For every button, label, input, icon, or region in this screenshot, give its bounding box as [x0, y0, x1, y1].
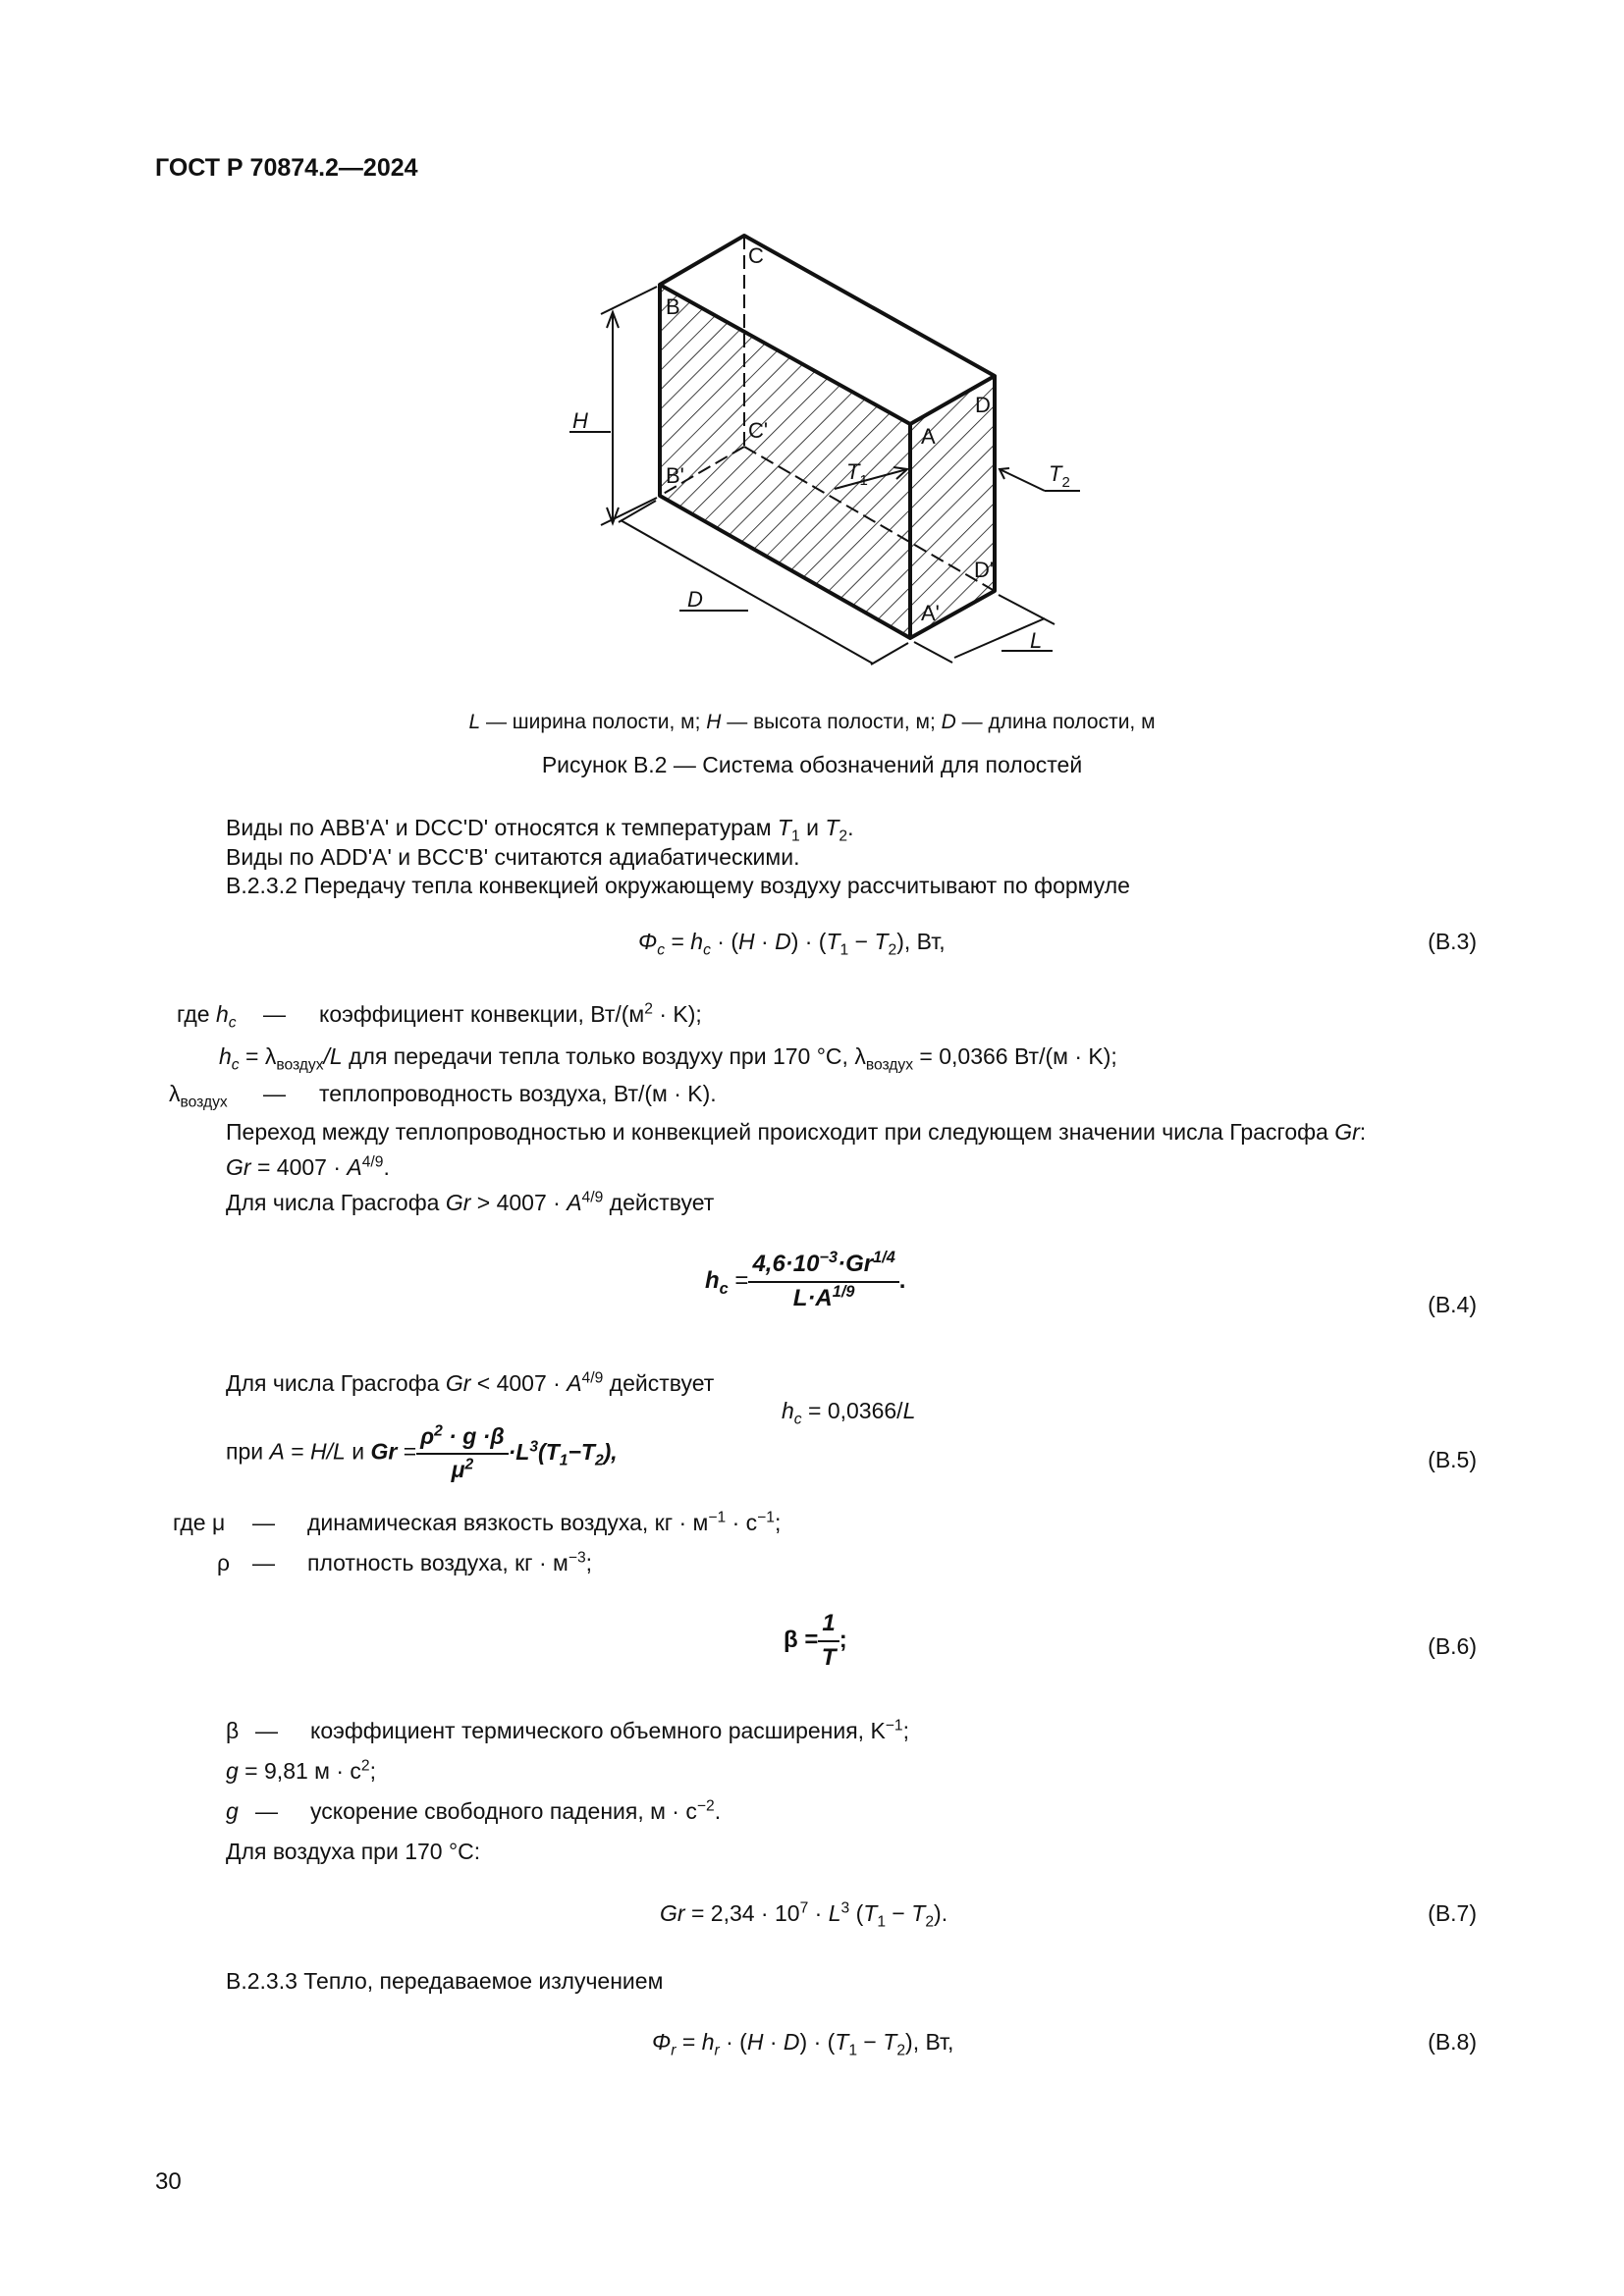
- paragraph-b233: В.2.3.3 Тепло, передаваемое излучением: [226, 1968, 664, 1994]
- where-mu-text: динамическая вязкость воздуха, кг · $м^{-1} \cdot с^{-1}$;: [307, 1509, 782, 1535]
- front-face: [660, 285, 910, 638]
- figure-legend: L — ширина полости, м; H — высота полости, м; D — длина полости, м: [468, 711, 1156, 733]
- where-rho-text: плотность воздуха, кг · $м^{-3}$;: [307, 1549, 593, 1575]
- where-hc: где $h_c$: [177, 1001, 237, 1032]
- where-dash-4: —: [252, 1550, 275, 1575]
- label-C-prime: C': [748, 418, 769, 443]
- where-dash-3: —: [252, 1510, 275, 1535]
- equation-number-b4: (B.4): [1428, 1292, 1477, 1317]
- equation-b3: $\Phi_c = h_c \cdot (H \cdot D) \cdot (T_1 - T_2)$, Вт,: [638, 929, 946, 959]
- paragraph-air-170: Для воздуха при 170 °С:: [226, 1839, 481, 1864]
- where-dash-1: —: [263, 1001, 286, 1027]
- where-g: g: [226, 1798, 239, 1824]
- equation-number-b5: (B.5): [1428, 1447, 1477, 1472]
- paragraph-gr-greater: Для числа Грасгофа $Gr > 4007 \cdot A^{4/9}$ действует: [226, 1189, 715, 1215]
- paragraph-gr-threshold: $Gr = 4007 \cdot A^{4/9}$.: [226, 1153, 390, 1180]
- label-T2: $T_2$: [1049, 461, 1070, 491]
- where-beta-text: коэффициент термического объемного расширения, $K^{-1}$;: [310, 1717, 909, 1743]
- equation-b4: $h_c$ = $\frac{4,6\cdot 10^{-3}\cdot Gr^{1/4}}{L\cdot A^{1/9}}$ .: [705, 1249, 906, 1311]
- equation-b6: β = $\frac{1}{T}$ ;: [784, 1610, 847, 1671]
- paragraph-gr-less: Для числа Грасгофа $Gr < 4007 \cdot A^{4/9}$ действует: [226, 1369, 715, 1396]
- document-header: ГОСТ Р 70874.2—2024: [155, 154, 418, 182]
- label-L: L: [1030, 628, 1043, 653]
- where-g-text: ускорение свободного падения, $м \cdot с^{-2}$.: [310, 1797, 722, 1824]
- label-D-dimension: D: [687, 587, 703, 612]
- equation-hc-value: $h_c = 0,0366/L$: [782, 1398, 916, 1428]
- equation-number-b3: (B.3): [1428, 929, 1477, 954]
- figure-caption: Рисунок В.2 — Система обозначений для полостей: [541, 752, 1083, 777]
- equation-number-b7: (B.7): [1428, 1900, 1477, 1926]
- where-lambda: $\lambda_{воздух}$: [169, 1081, 228, 1111]
- where-g-value: g = 9,81 $м \cdot с^2$;: [226, 1757, 377, 1784]
- where-hc-text: коэффициент конвекции, $Вт/(м^2 \cdot K)$;: [319, 1000, 702, 1027]
- label-D-prime: D': [974, 558, 995, 582]
- equation-number-b6: (B.6): [1428, 1633, 1477, 1659]
- where-dash-2: —: [263, 1081, 286, 1106]
- label-H: H: [572, 408, 588, 433]
- where-beta: β: [226, 1718, 240, 1743]
- paragraph-transition: Переход между теплопроводностью и конвекцией происходит при следующем значении числа Грасгофа Gr:: [226, 1119, 1367, 1145]
- where-mu: где μ: [173, 1510, 226, 1535]
- equation-b7: $Gr = 2,34 \cdot 10^7 \cdot L^3$ $(T_1 - T_2)$.: [660, 1899, 948, 1931]
- label-A: A: [921, 424, 936, 449]
- label-B-prime: B': [666, 463, 684, 488]
- label-A-prime: A': [921, 601, 940, 625]
- cavity-figure: [0, 0, 1624, 707]
- label-D: D: [975, 393, 991, 417]
- where-dash-6: —: [255, 1798, 278, 1824]
- paragraph-b232: В.2.3.2 Передачу тепла конвекцией окружающему воздуху рассчитывают по формуле: [226, 873, 1130, 898]
- paragraph-temperatures: Виды по ABB'A' и DCC'D' относятся к температурам $T_1$ и $T_2$.: [226, 815, 854, 845]
- where-hc-def: $h_c = \lambda_{воздух}/L$ для передачи тепла только воздуху при 170 °С, $\lambda_{воздух} = 0,0366$ Вт/(м · K);: [219, 1043, 1117, 1074]
- paragraph-adiabatic: Виды по ADD'A' и BCC'B' считаются адиабатическими.: [226, 844, 800, 870]
- equation-b5: при A = H/L и Gr = $\frac{\rho^2 \cdot g \cdot\beta}{\mu^2}$ $\cdot L^3(T_1-T_2)$,: [226, 1422, 618, 1482]
- label-T1: $T_1$: [846, 459, 868, 489]
- label-C: C: [748, 243, 764, 268]
- where-lambda-text: теплопроводность воздуха, Вт/(м · K).: [319, 1081, 717, 1106]
- where-dash-5: —: [255, 1718, 278, 1743]
- equation-number-b8: (B.8): [1428, 2029, 1477, 2055]
- label-B: B: [666, 294, 680, 319]
- equation-b8: $\Phi_r = h_r \cdot (H \cdot D) \cdot (T_1 - T_2)$, Вт,: [652, 2029, 954, 2059]
- where-rho: ρ: [217, 1550, 231, 1575]
- page-number: 30: [155, 2168, 182, 2195]
